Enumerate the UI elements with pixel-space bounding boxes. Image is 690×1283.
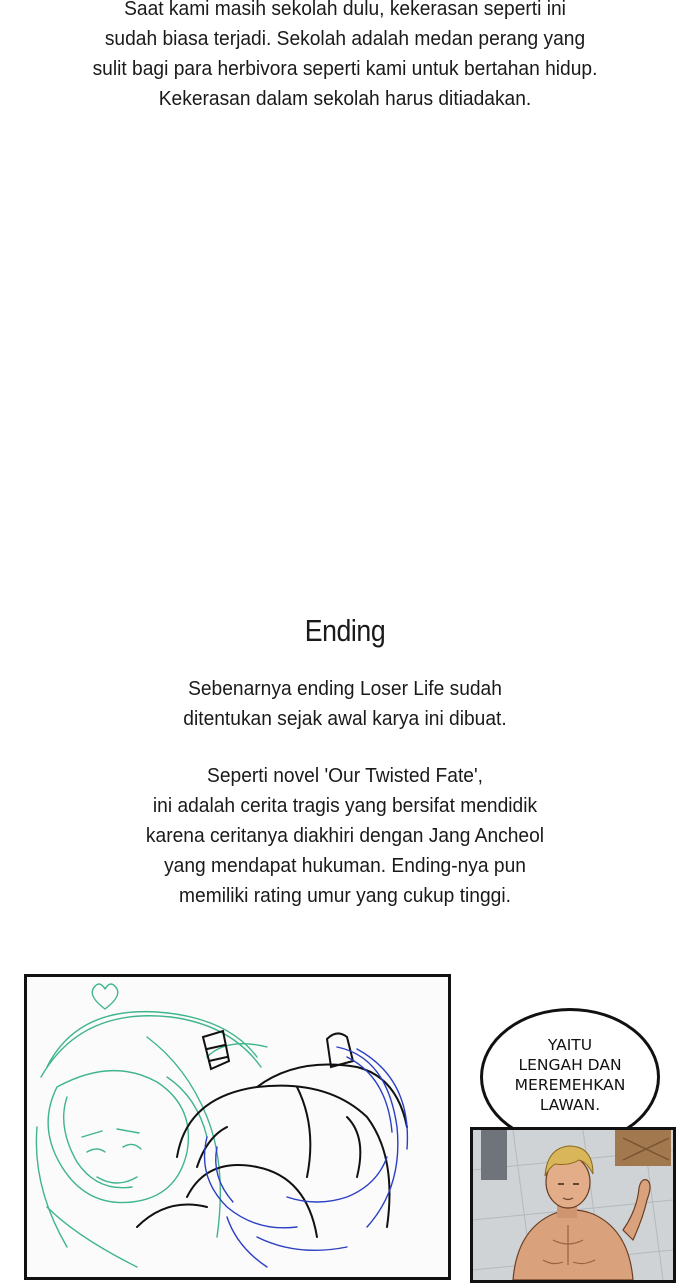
speech-bubble bbox=[480, 1008, 660, 1146]
intro-line: Saat kami masih sekolah dulu, kekerasan seperti ini bbox=[124, 0, 566, 20]
blue-sketch-figure bbox=[205, 1047, 408, 1267]
character-illustration bbox=[473, 1130, 673, 1280]
intro-line: sudah biasa terjadi. Sekolah adalah medan perang yang bbox=[104, 28, 586, 50]
ink-sketch-figure bbox=[137, 1031, 407, 1237]
ending-line: memiliki rating umur yang cukup tinggi. bbox=[179, 885, 511, 907]
ending-heading: Ending bbox=[304, 613, 386, 648]
ending-line: ditentukan sejak awal karya ini dibuat. bbox=[183, 708, 507, 730]
speech-line: LAWAN. bbox=[539, 1096, 601, 1114]
ending-paragraph-2 bbox=[14, 761, 676, 911]
ending-line: Seperti novel 'Our Twisted Fate', bbox=[207, 765, 483, 787]
ending-line: Sebenarnya ending Loser Life sudah bbox=[188, 678, 502, 700]
intro-paragraph bbox=[14, 0, 676, 114]
speech-line: MEREMEHKAN bbox=[514, 1076, 626, 1094]
sketch-illustration bbox=[27, 977, 448, 1277]
sketch-panel bbox=[24, 974, 451, 1280]
green-sketch-figure bbox=[36, 984, 267, 1267]
cabinet bbox=[481, 1130, 507, 1180]
ending-line: ini adalah cerita tragis yang bersifat mendidik bbox=[152, 795, 538, 817]
ending-line: yang mendapat hukuman. Ending-nya pun bbox=[164, 855, 526, 877]
speech-line: YAITU bbox=[547, 1036, 593, 1054]
intro-line: Kekerasan dalam sekolah harus ditiadakan. bbox=[158, 88, 532, 110]
intro-line: sulit bagi para herbivora seperti kami untuk bertahan hidup. bbox=[92, 58, 598, 80]
ending-paragraph-1 bbox=[14, 674, 676, 734]
speech-line: LENGAH DAN bbox=[518, 1056, 622, 1074]
ending-line: karena ceritanya diakhiri dengan Jang Ancheol bbox=[145, 825, 545, 847]
speech-bubble-text bbox=[515, 1035, 626, 1115]
